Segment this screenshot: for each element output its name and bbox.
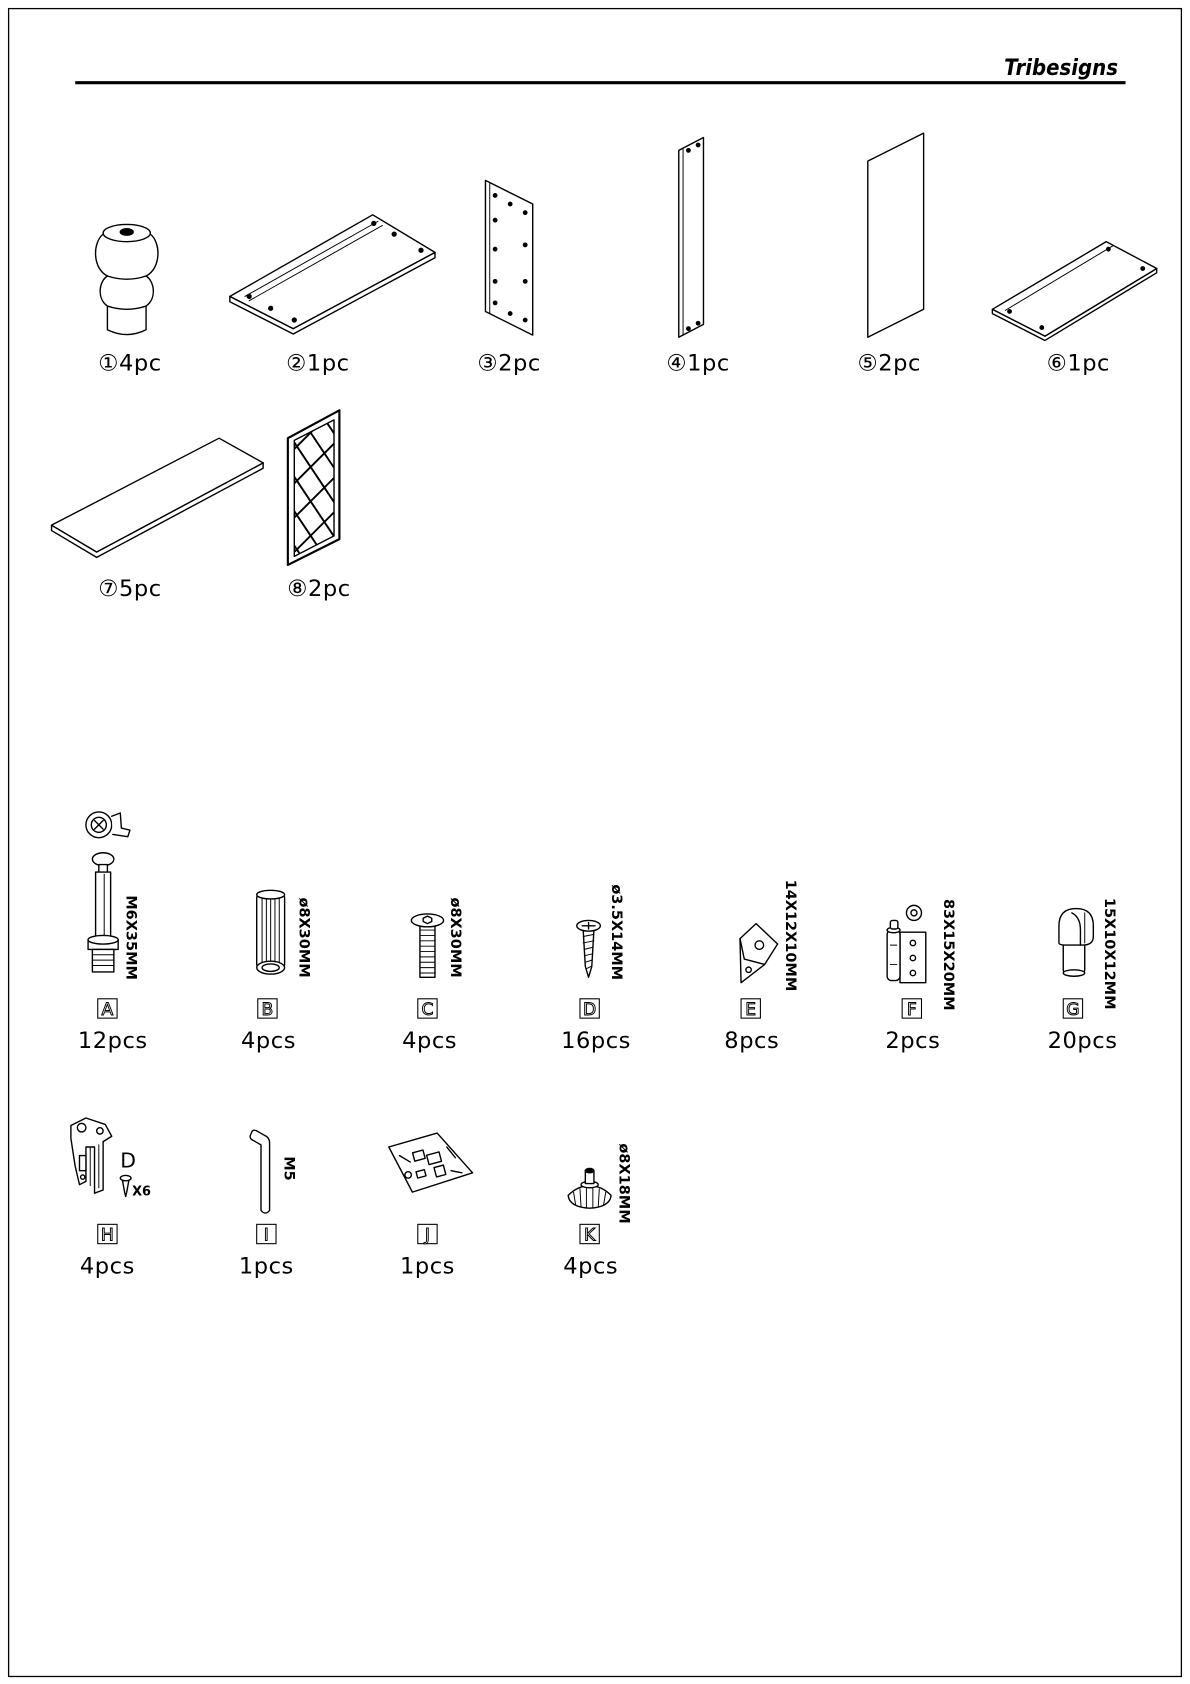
hardware-e-corner-bracket-drawing — [740, 924, 778, 983]
brand-logo: Tribesigns — [1004, 55, 1119, 82]
hardware-i-size: M5 — [280, 1156, 297, 1181]
hardware-h-qty: 4pcs — [79, 1253, 135, 1280]
hardware-c-bolt-drawing — [411, 914, 443, 977]
hardware-d-qty: 16pcs — [561, 1028, 631, 1055]
hardware-a-qty: 12pcs — [77, 1028, 148, 1055]
part-5-back-panel-drawing — [868, 133, 924, 337]
hardware-f-qty: 2pcs — [885, 1028, 941, 1055]
hardware-g-size: 15X10X12MM — [1101, 897, 1118, 1010]
hardware-k-letter: K — [583, 1225, 596, 1246]
hardware-j-qty: 1pcs — [399, 1253, 455, 1280]
hardware-h-screw-letter: D — [120, 1148, 137, 1173]
part-6-shelf-drawing — [992, 242, 1156, 341]
part-1-leg-drawing — [96, 224, 158, 334]
page-border — [9, 9, 1182, 1677]
part-2-board-drawing — [230, 215, 435, 334]
hardware-c-letter: C — [421, 999, 434, 1020]
hardware-j-parts-bag-drawing — [389, 1133, 473, 1192]
hardware-b-qty: 4pcs — [241, 1028, 296, 1055]
hardware-d-letter: D — [583, 999, 597, 1020]
hardware-a-letter: A — [101, 999, 114, 1020]
hardware-d-wood-screw-drawing — [577, 920, 601, 977]
part-5-label: ⑤2pc — [857, 350, 921, 377]
hardware-e-size: 14X12X10MM — [782, 879, 799, 992]
hardware-i-qty: 1pcs — [238, 1253, 294, 1280]
part-2-label: ②1pc — [286, 350, 350, 377]
hardware-f-size: 83X15X20MM — [940, 898, 957, 1011]
hardware-k-leveler-drawing — [568, 1168, 611, 1208]
part-7-board-drawing — [52, 438, 264, 557]
hardware-e-letter: E — [745, 999, 757, 1020]
part-3-label: ③2pc — [477, 350, 541, 377]
hardware-j-letter: J — [424, 1225, 430, 1246]
part-4-label: ④1pc — [666, 350, 730, 377]
hardware-a-size: M6X35MM — [122, 895, 139, 980]
hardware-f-letter: F — [906, 999, 917, 1020]
hardware-c-size: ø8X30MM — [447, 897, 464, 978]
hardware-g-shelf-support-drawing — [1059, 909, 1093, 977]
hardware-i-allen-key-drawing — [250, 1130, 269, 1213]
hardware-i-letter: I — [263, 1225, 269, 1246]
hardware-b-dowel-drawing — [257, 890, 285, 974]
hardware-k-size: ø8X18MM — [615, 1143, 632, 1224]
part-6-label: ⑥1pc — [1046, 350, 1111, 377]
hardware-b-letter: B — [261, 999, 274, 1020]
hardware-g-qty: 20pcs — [1047, 1028, 1118, 1055]
part-7-label: ⑦5pc — [98, 576, 162, 603]
hardware-b-size: ø8X30MM — [295, 897, 312, 978]
hardware-k-qty: 4pcs — [563, 1253, 619, 1280]
hardware-c-qty: 4pcs — [402, 1028, 458, 1055]
hardware-h-screw-icon — [120, 1175, 131, 1196]
hardware-d-size: ø3.5X14MM — [608, 884, 625, 981]
hardware-e-qty: 8pcs — [724, 1028, 780, 1055]
hardware-h-letter: H — [100, 1225, 114, 1246]
hardware-h-screw-qty: X6 — [132, 1184, 152, 1200]
part-1-label: ①4pc — [98, 350, 162, 377]
part-3-side-panel-drawing — [485, 180, 532, 335]
hardware-g-letter: G — [1066, 999, 1080, 1020]
hardware-f-hinge-drawing — [887, 905, 926, 982]
part-8-label: ⑧2pc — [287, 576, 351, 603]
part-4-narrow-panel-drawing — [679, 137, 704, 337]
hardware-h-cup-hinge-drawing — [71, 1118, 112, 1193]
